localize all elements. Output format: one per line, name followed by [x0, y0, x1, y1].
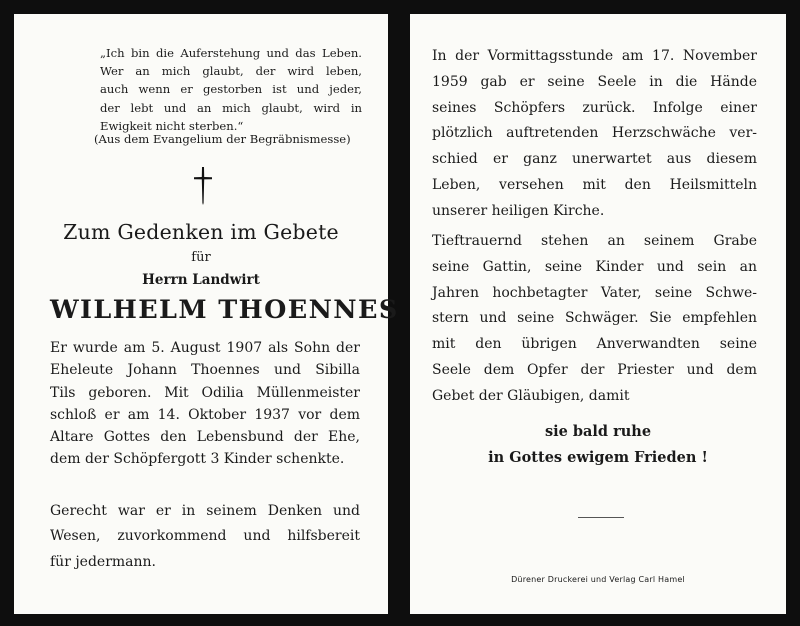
paragraph-line: 1959 gab er seine Seele in die Hände	[432, 73, 757, 90]
paragraph-line: In der Vormittagsstunde am 17. November	[432, 48, 757, 64]
paragraph-line: seines Schöpfers zurück. Infolge einer	[432, 99, 757, 116]
quote-line: „Ich bin die Auferstehung und das Leben.	[100, 46, 362, 60]
paragraph-line: Jahren hochbetagter Vater, seine Schwe-	[432, 284, 757, 301]
paragraph-line: Seele dem Opfer der Priester und dem	[432, 361, 757, 378]
quote-line: Ewigkeit nicht sterben.“	[100, 118, 244, 133]
closing-line-1: sie bald ruhe	[544, 423, 652, 440]
paragraph-line: Leben, versehen mit den Heilsmitteln	[432, 176, 757, 193]
closing-line-2: in Gottes ewigem Frieden !	[488, 449, 708, 466]
death-paragraph	[432, 44, 757, 225]
memorial-heading: Zum Gedenken im Gebete	[63, 220, 339, 244]
quote-line: der lebt und an mich glaubt, wird in	[100, 100, 362, 115]
bio-line: Altare Gottes den Lebensbund der Ehe,	[50, 429, 360, 446]
title-label: Herrn Landwirt	[142, 272, 260, 288]
bio-line: Eheleute Johann Thoennes und Sibilla	[50, 362, 360, 379]
bio-line: Er wurde am 5. August 1907 als Sohn der	[50, 340, 360, 356]
trait-line: für jedermann.	[50, 553, 157, 570]
trait-line: Wesen, zuvorkommend und hilfsbereit	[50, 528, 360, 545]
for-label: für	[191, 250, 211, 265]
bio-line: schloß er am 14. Oktober 1937 vor dem	[50, 406, 360, 423]
paragraph-line: Tieftrauernd stehen an seinem Grabe	[432, 233, 757, 249]
deceased-name: WILHELM THOENNES	[50, 295, 399, 325]
character-text	[50, 499, 360, 575]
paragraph-line: schied er ganz unerwartet aus diesem	[432, 151, 757, 168]
trait-line: Gerecht war er in seinem Denken und	[50, 503, 360, 519]
paragraph-line: stern und seine Schwäger. Sie empfehlen	[432, 310, 757, 327]
paragraph-line: Gebet der Gläubigen, damit	[432, 387, 630, 404]
cross-icon	[192, 166, 214, 206]
printer-credit: Dürener Druckerei und Verlag Carl Hamel	[511, 575, 685, 584]
quote-line: auch wenn er gestorben ist und jeder,	[100, 82, 362, 97]
paragraph-line: mit den übrigen Anverwandten seine	[432, 336, 757, 353]
mourners-paragraph	[432, 229, 757, 410]
quote-source: (Aus dem Evangelium der Begräbnismesse)	[94, 132, 351, 146]
right-page	[410, 14, 786, 614]
bio-line: dem der Schöpfergott 3 Kinder schenkte.	[50, 451, 345, 468]
left-page	[14, 14, 399, 614]
paragraph-line: plötzlich auftretenden Herzschwäche ver-	[432, 125, 757, 142]
biography	[50, 337, 360, 471]
bio-line: Tils geboren. Mit Odilia Müllenmeister	[50, 384, 360, 401]
paragraph-line: seine Gattin, seine Kinder und sein an	[432, 258, 757, 275]
quote-line: Wer an mich glaubt, der wird leben,	[100, 64, 362, 79]
divider-line	[578, 517, 624, 518]
bible-quote	[100, 44, 362, 135]
paragraph-line: unserer heiligen Kirche.	[432, 202, 605, 219]
